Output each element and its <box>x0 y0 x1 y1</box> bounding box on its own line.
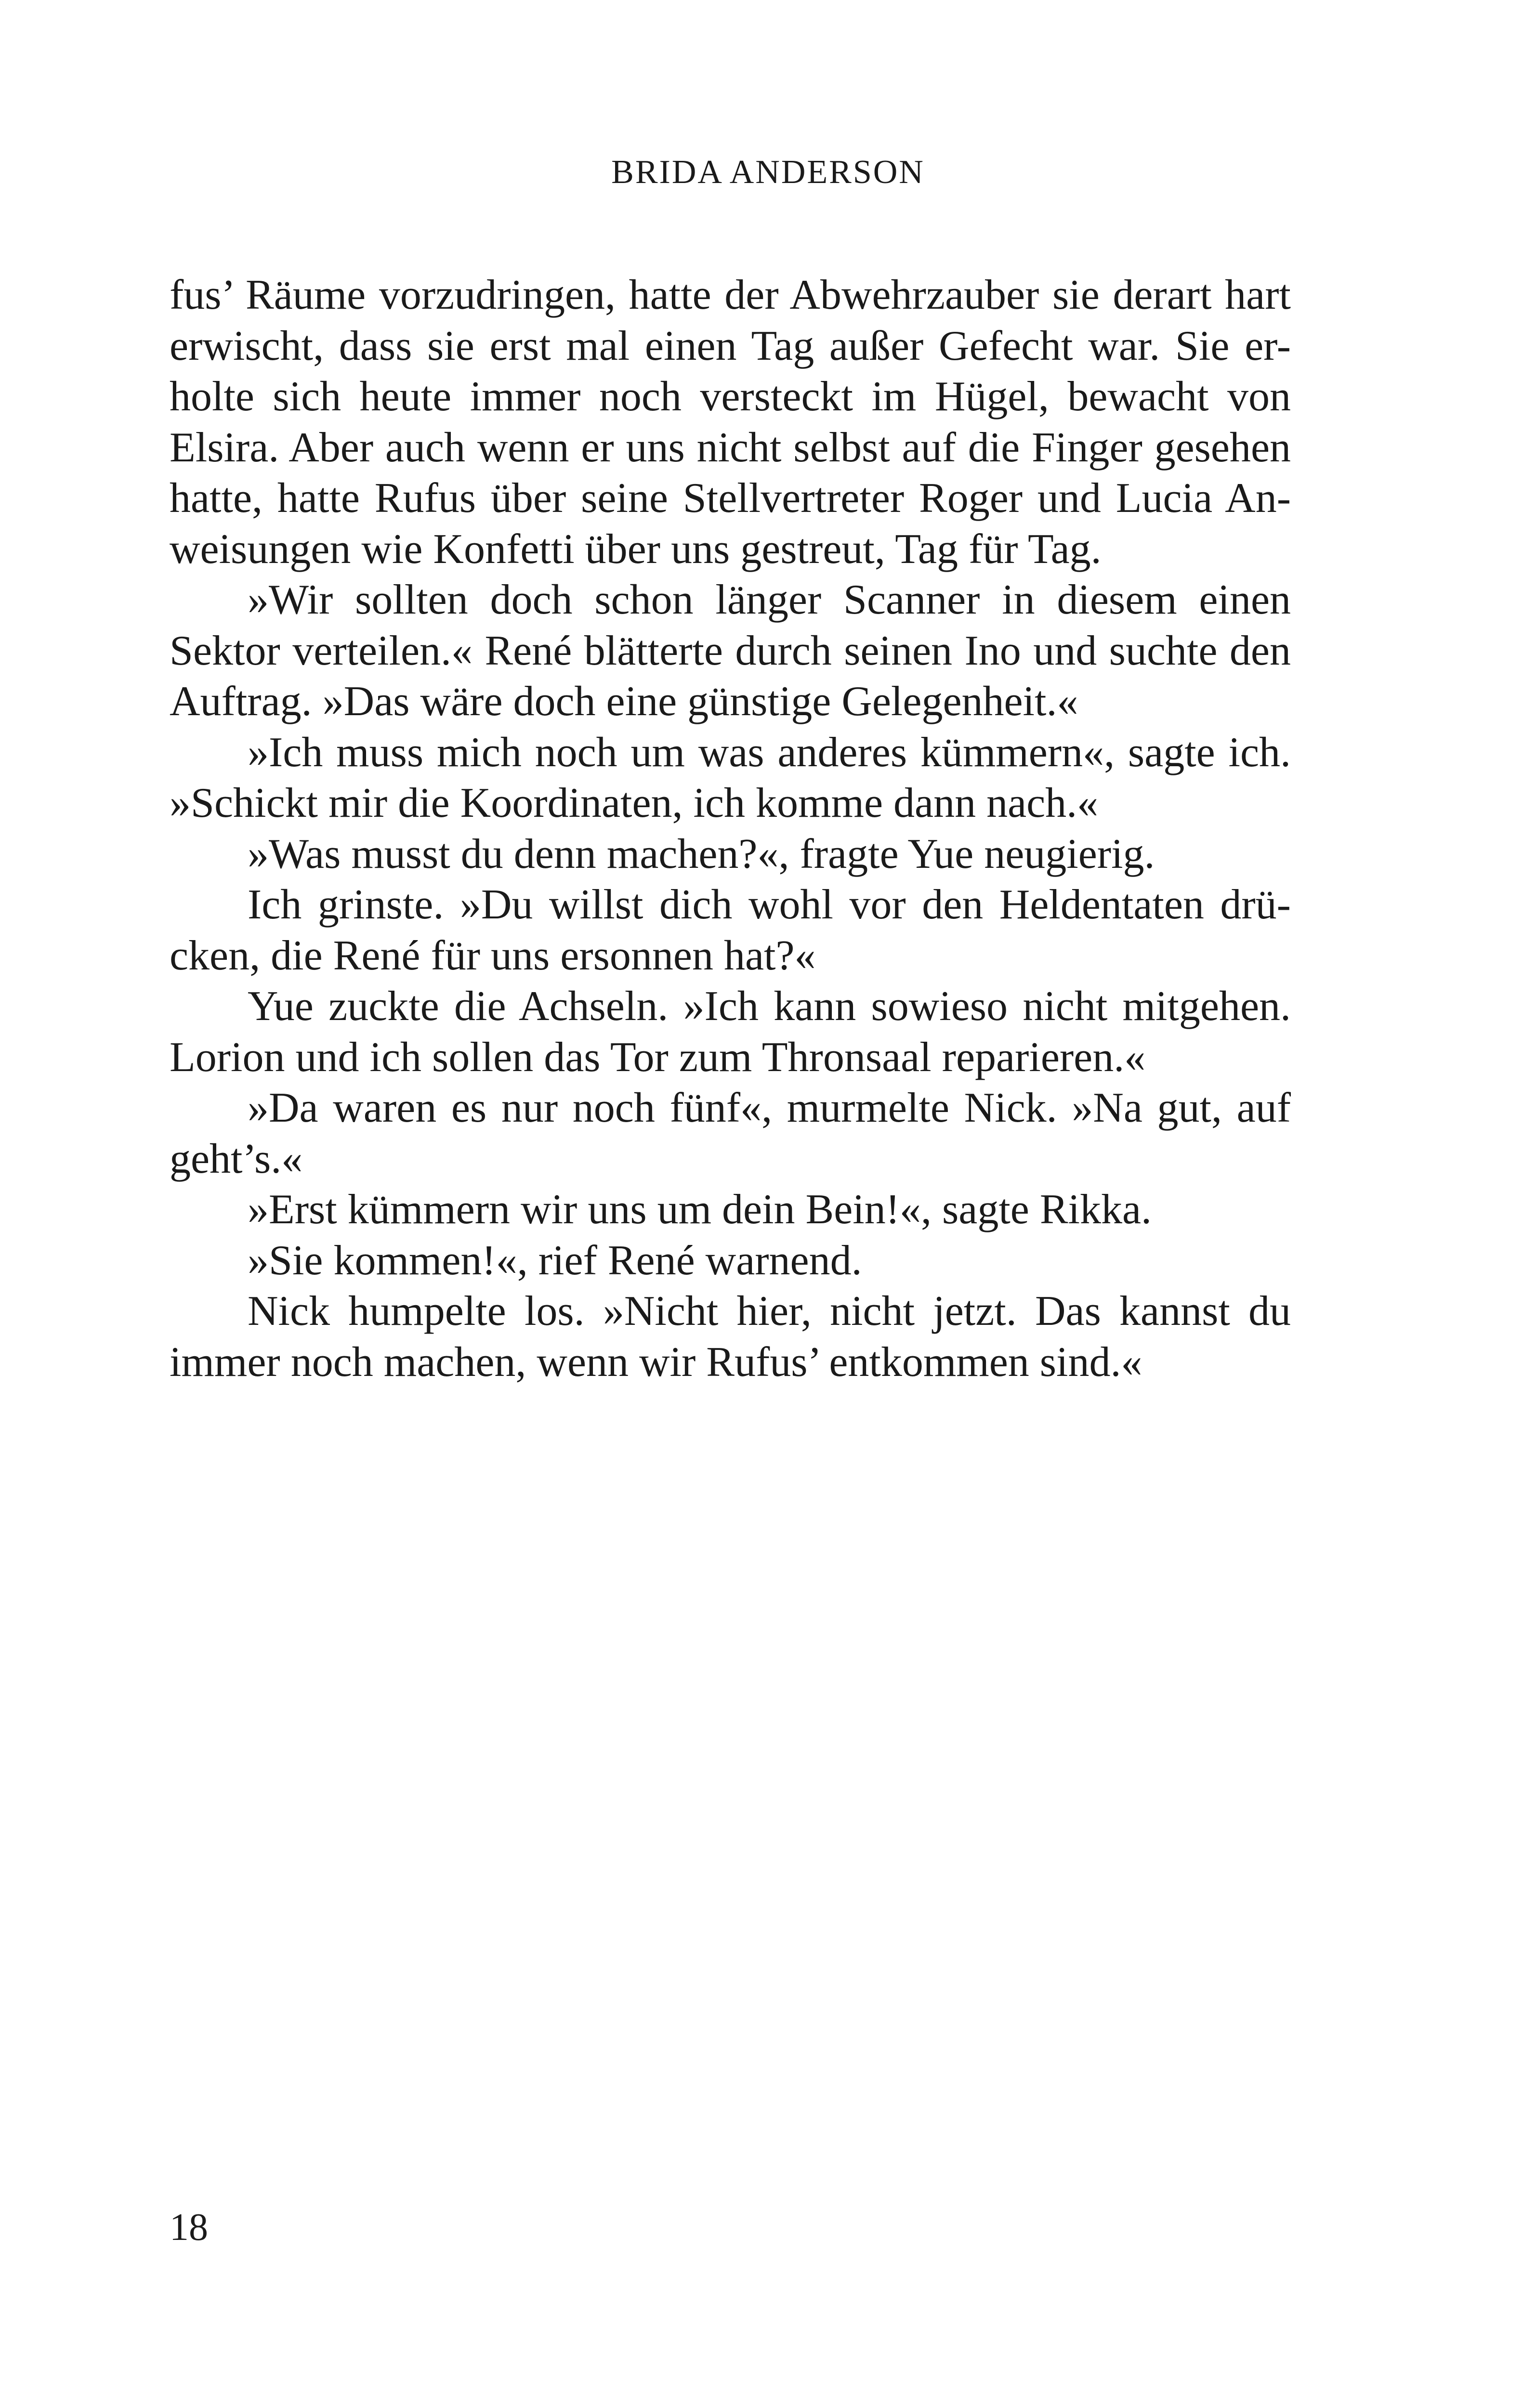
text-line: geht’s.« <box>170 1135 303 1182</box>
body-text <box>170 270 1291 1387</box>
text-line: Yue zuckte die Achseln. »Ich kann sowieso nicht mitgehen. <box>248 983 1291 1030</box>
text-line: fus’ Räume vorzudringen, hatte der Abwehrzauber sie derart hart <box>170 272 1291 318</box>
text-line: weisungen wie Konfetti über uns gestreut, Tag für Tag. <box>170 525 1102 573</box>
text-line: holte sich heute immer noch versteckt im Hügel, bewacht von <box>170 373 1291 420</box>
text-line: immer noch machen, wenn wir Rufus’ entkommen sind.« <box>170 1338 1142 1386</box>
text-line: Elsira. Aber auch wenn er uns nicht selbst auf die Finger gesehen <box>170 424 1291 471</box>
text-line: Lorion und ich sollen das Tor zum Thronsaal reparieren.« <box>170 1034 1146 1081</box>
text-line: erwischt, dass sie erst mal einen Tag außer Gefecht war. Sie er- <box>170 322 1291 369</box>
text-line: Ich grinste. »Du willst dich wohl vor den Heldentaten drü- <box>248 881 1291 928</box>
text-line: »Sie kommen!«, rief René warnend. <box>248 1237 862 1284</box>
text-line: »Wir sollten doch schon länger Scanner in diesem einen <box>248 576 1291 623</box>
text-line: Auftrag. »Das wäre doch eine günstige Gelegenheit.« <box>170 678 1078 725</box>
text-line: »Ich muss mich noch um was anderes kümmern«, sagte ich. <box>248 729 1291 776</box>
text-line: »Was musst du denn machen?«, fragte Yue neugierig. <box>248 830 1155 877</box>
text-line: »Da waren es nur noch fünf«, murmelte Nick. »Na gut, auf <box>248 1085 1291 1131</box>
text-line: hatte, hatte Rufus über seine Stellvertreter Roger und Lucia An- <box>170 475 1291 522</box>
text-line: »Schickt mir die Koordinaten, ich komme dann nach.« <box>170 780 1099 826</box>
text-line: cken, die René für uns ersonnen hat?« <box>170 932 816 979</box>
text-line: »Erst kümmern wir uns um dein Bein!«, sagte Rikka. <box>248 1186 1152 1233</box>
page-number: 18 <box>170 2206 208 2249</box>
text-line: Sektor verteilen.« René blätterte durch seinen Ino und suchte den <box>170 627 1291 674</box>
text-line: Nick humpelte los. »Nicht hier, nicht jetzt. Das kannst du <box>248 1288 1291 1335</box>
running-head: BRIDA ANDERSON <box>611 154 925 191</box>
